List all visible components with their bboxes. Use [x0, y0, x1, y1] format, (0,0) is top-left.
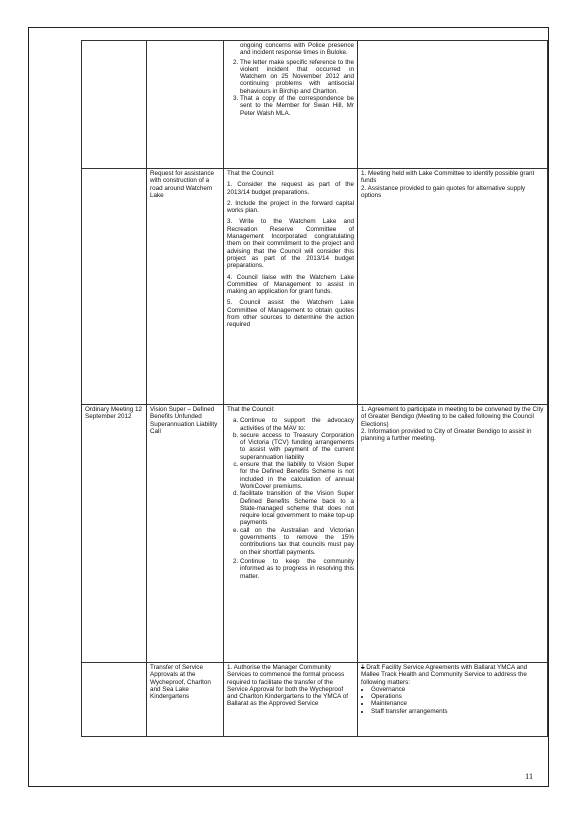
action-cell [358, 169, 548, 405]
resolution-item: a. Continue to support the advocacy activities of the MAV to: [240, 417, 354, 432]
table-row [82, 169, 548, 405]
table-row [82, 663, 548, 737]
resolution-item: 1. Consider the request as part of the 2013/14 budget preparations. [227, 181, 354, 196]
meeting-text: Ordinary Meeting 12 September 2012 [85, 406, 143, 421]
resolution-item: 2. The letter make specific reference to the violent incident that occurred in Watchem on 25 November 2012 and continuing problems with antisocial behaviours in Birchip and Charlton. [240, 59, 354, 95]
list-item: • Operations [371, 693, 544, 700]
subject-cell [147, 663, 224, 737]
subject-cell [147, 41, 224, 169]
subject-text: Request for assistance with construction of a road around Watchem Lake [150, 170, 215, 199]
table-row [82, 41, 548, 169]
resolution-cell [224, 169, 358, 405]
action-cell [358, 41, 548, 169]
page-number: 11 [525, 771, 534, 781]
subject-cell [147, 169, 224, 405]
resolution-continuation: ongoing concerns with Police presence and incident response times in Buloke. [240, 42, 354, 57]
resolution-cell [224, 41, 358, 169]
subject-cell [147, 405, 224, 663]
list-item: • Staff transfer arrangements [371, 708, 544, 715]
action-number: 1 [361, 664, 365, 671]
resolution-cell [224, 663, 358, 737]
resolution-item: 3. That a copy of the correspondence be sent to the Member for Swan Hill, Mr Peter Walsh MLA. [240, 95, 354, 117]
meeting-cell [82, 405, 147, 663]
meeting-cell [82, 41, 147, 169]
list-item: • Maintenance [371, 700, 544, 707]
meeting-cell [82, 663, 147, 737]
action-item: 2. Information provided to City of Greater Bendigo to assist in planning a further meeting. [361, 427, 532, 443]
action-intro: Draft Facility Service Agreements with Ballarat YMCA and Mallee Track Health and Community Service to address the following matters: [361, 664, 528, 686]
resolution-item: 1. Authorise the Manager Community Services to commence the formal process required to facilitate the transfer of the Service Approval for both the Wycheproof and Charlton Kindergartens to the YMCA of Ballarat as the Approved Service [227, 664, 348, 708]
resolution-item: 2. Continue to keep the community informed as to progress in resolving this matter. [240, 558, 354, 580]
resolution-intro: That the Council: [227, 170, 275, 177]
subject-text: Transfer of Service Approvals at the Wycheproof, Charlton and Sea Lake Kindergartens [150, 664, 211, 701]
table-row [82, 405, 548, 663]
resolution-item: 3. Write to the Watchem Lake and Recreation Reserve Committee of Management Incorporated congratulating them on their commitment to the project and advising that the Council will consider this project as part of the 2013/14 budget preparations. [227, 218, 354, 270]
subject-text: Vision Super – Defined Benefits Unfunded Superannuation Liability Call [150, 406, 218, 435]
resolutions-table [81, 40, 548, 737]
meeting-cell [82, 169, 147, 405]
resolution-item: 5. Council assist the Watchem Lake Committee of Management to obtain quotes from other sources to determine the action required [227, 299, 354, 329]
resolution-item: 4. Council liaise with the Watchem Lake Committee of Management to assist in making an application for grant funds. [227, 273, 354, 296]
resolution-intro: That the Council: [227, 406, 275, 413]
resolution-cell [224, 405, 358, 663]
action-cell [358, 405, 548, 663]
action-item [361, 664, 544, 686]
resolution-item: d. facilitate transition of the Vision Super Defined Benefits Scheme back to a State-managed scheme that does not require local government to make top-up payments [240, 490, 354, 526]
action-cell [358, 663, 548, 737]
action-item: 1. Meeting held with Lake Committee to identify possible grant funds [361, 170, 535, 185]
resolution-item: e. call on the Australian and Victorian governments to remove the 15% contributions tax that councils must pay on their shortfall payments. [240, 527, 354, 556]
resolution-item: c. ensure that the liability to Vision Super for the Defined Benefits Scheme is not included in the calculation of annual WorkCover premiums. [240, 461, 354, 490]
list-item: • Governance [371, 686, 544, 693]
resolution-item: 2. Include the project in the forward capital works plan. [227, 199, 354, 215]
action-bullet-list [361, 686, 544, 715]
action-item: 2. Assistance provided to gain quotes for alternative supply options [361, 184, 526, 199]
resolution-item: b. secure access to Treasury Corporation of Victoria (TCV) funding arrangements to assist with payment of the current superannuation liability [240, 432, 354, 461]
action-item: 1. Agreement to participate in meeting to be convened by the City of Greater Bendigo (Meeting to be called following the Council Elections) [361, 406, 544, 428]
